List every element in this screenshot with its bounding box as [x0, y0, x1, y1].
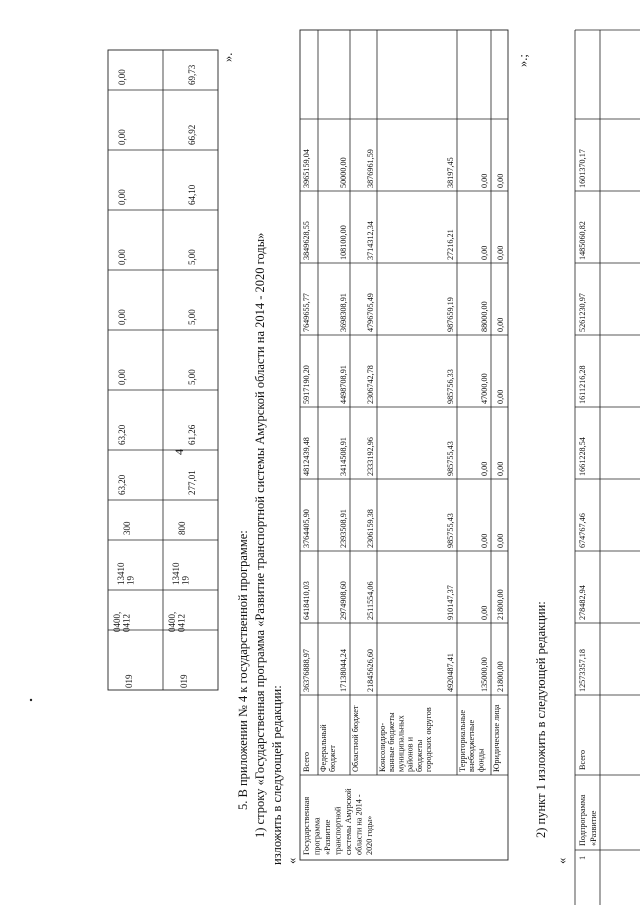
program-value-cell: 3965159,04 [302, 149, 311, 188]
program-value-cell: 0,00 [496, 461, 505, 476]
bottom-row-name: Подпрограмма «Развитие [578, 794, 598, 846]
section5-line1: 1) строку «Государственная программа «Развитие транспортной системы Амурской области на 2014 - 2020 годы» [253, 232, 267, 838]
top-row-value: 63,20 [117, 474, 127, 495]
bottom-row-value: 5261230,97 [578, 293, 587, 332]
table-cell-text-layer [112, 64, 598, 860]
top-row-value: 277,01 [187, 470, 197, 495]
program-value-cell: 4920487,41 [446, 653, 455, 692]
program-value-cell: 0,00 [496, 533, 505, 548]
program-value-cell: 4796705,49 [366, 293, 375, 332]
program-value-cell: 2306159,38 [366, 509, 375, 548]
program-source-cell: Областной бюджет [351, 705, 360, 772]
bottom-row-value: 12573357,18 [578, 649, 587, 692]
program-source-cell: Всего [302, 751, 311, 772]
top-row-value: 69,73 [187, 64, 197, 85]
bottom-row-value: 1661228,54 [578, 437, 587, 476]
program-value-cell: 3849628,55 [302, 221, 311, 260]
point2-text: 2) пункт 1 изложить в следующей редакции: [534, 601, 548, 838]
program-source-cell: Территориальныевнебюджетныефонды [458, 710, 486, 772]
program-value-cell: 17138044,24 [339, 649, 348, 692]
top-row-grbs: 019 [124, 674, 134, 688]
top-row-vr: 800 [177, 521, 187, 535]
bottom-row-value: 1611216,28 [578, 365, 587, 404]
program-value-cell: 3698308,91 [339, 293, 348, 332]
top-row-value: 63,20 [117, 424, 127, 445]
program-value-cell: 21800,00 [496, 661, 505, 692]
top-row-value: 0,00 [117, 309, 127, 325]
top-row-csr: 1341019 [171, 562, 191, 585]
top-row-grbs: 019 [179, 674, 189, 688]
program-value-cell: 2333192,96 [366, 437, 375, 476]
top-row-value: 5,00 [187, 249, 197, 265]
top-row-rzpr: 0400,0412 [167, 611, 187, 632]
section5-line2: изложить в следующей редакции: [270, 685, 284, 865]
program-value-cell: 0,00 [496, 317, 505, 332]
program-value-cell: 0,00 [496, 245, 505, 260]
top-row-value: 61,26 [187, 424, 197, 445]
program-value-cell: 0,00 [496, 389, 505, 404]
scan-dot [30, 699, 32, 701]
program-value-cell: 910147,37 [446, 585, 455, 620]
program-name-cell: Государственная программа «Развитие транспортной системы Амурской области на 2014 - 2020 годы» [302, 788, 374, 855]
top-row-value: 0,00 [117, 69, 127, 85]
top-row-value: 66,92 [187, 124, 197, 145]
top-row-value: 5,00 [187, 369, 197, 385]
program-value-cell: 135000,00 [480, 657, 489, 692]
program-value-cell: 108100,00 [339, 225, 348, 260]
page-number: 4 [172, 449, 186, 455]
program-source-cell: Консолидиро-ванные бюджетымуниципальныхрайонов ибюджетыгородских округов [378, 707, 433, 772]
program-value-cell: 0,00 [480, 245, 489, 260]
program-value-cell: 985756,33 [446, 369, 455, 404]
program-value-cell: 5917190,20 [302, 365, 311, 404]
program-value-cell: 0,00 [480, 461, 489, 476]
section5-heading: 5. В приложении № 4 к государственной программе: [236, 530, 250, 810]
program-value-cell: 21845626,60 [366, 649, 375, 692]
top-row-value: 64,10 [187, 184, 197, 205]
program-value-cell: 7649655,77 [302, 293, 311, 332]
bottom-row-number: 1 [578, 855, 587, 860]
top-row-value: 0,00 [117, 249, 127, 265]
program-value-cell: 3764405,90 [302, 509, 311, 548]
program-source-cell: Юридические лица [492, 704, 501, 772]
bottom-row-value: 1485060,82 [578, 221, 587, 260]
top-table-closing-mark: ». [221, 52, 235, 62]
program-source-cell: Федеральныйбюджет [319, 724, 338, 772]
top-row-rzpr: 0400,0412 [112, 611, 132, 632]
program-value-cell: 50000,00 [339, 157, 348, 188]
program-value-cell: 0,00 [480, 605, 489, 620]
section5-open-quote: « [285, 857, 299, 864]
program-value-cell: 27216,21 [446, 229, 455, 260]
top-row-value: 0,00 [117, 129, 127, 145]
program-value-cell: 2393508,91 [339, 509, 348, 548]
top-row-value: 0,00 [117, 189, 127, 205]
program-value-cell: 88000,00 [480, 301, 489, 332]
bottom-row-value: 1601370,17 [578, 149, 587, 188]
program-value-cell: 4498708,91 [339, 365, 348, 404]
program-value-cell: 36376888,97 [302, 649, 311, 692]
program-value-cell: 47000,00 [480, 373, 489, 404]
top-row-value: 0,00 [117, 369, 127, 385]
program-value-cell: 2511554,06 [366, 581, 375, 620]
program-value-cell: 985755,43 [446, 441, 455, 476]
program-value-cell: 0,00 [480, 533, 489, 548]
program-table-closing-mark: ».; [516, 54, 530, 67]
program-value-cell: 985755,43 [446, 513, 455, 548]
program-value-cell: 3714312,34 [366, 221, 375, 260]
program-value-cell: 0,00 [480, 173, 489, 188]
bottom-row-source: Всего [578, 749, 587, 770]
program-value-cell: 2974908,60 [339, 581, 348, 620]
point2-open-quote: « [555, 857, 569, 864]
program-value-cell: 6418410,03 [302, 581, 311, 620]
program-value-cell: 3876961,59 [366, 149, 375, 188]
program-value-cell: 4812439,48 [302, 437, 311, 476]
bottom-row-value: 674767,46 [578, 513, 587, 548]
program-value-cell: 38197,45 [446, 157, 455, 188]
program-value-cell: 987659,19 [446, 297, 455, 332]
program-value-cell: 0,00 [496, 173, 505, 188]
program-value-cell: 21800,00 [496, 589, 505, 620]
program-value-cell: 3414508,91 [339, 437, 348, 476]
top-row-vr: 300 [122, 521, 132, 535]
bottom-row-value: 278482,94 [578, 585, 587, 620]
top-row-csr: 1341019 [116, 562, 136, 585]
program-value-cell: 2306742,78 [366, 365, 375, 404]
top-row-value: 5,00 [187, 309, 197, 325]
